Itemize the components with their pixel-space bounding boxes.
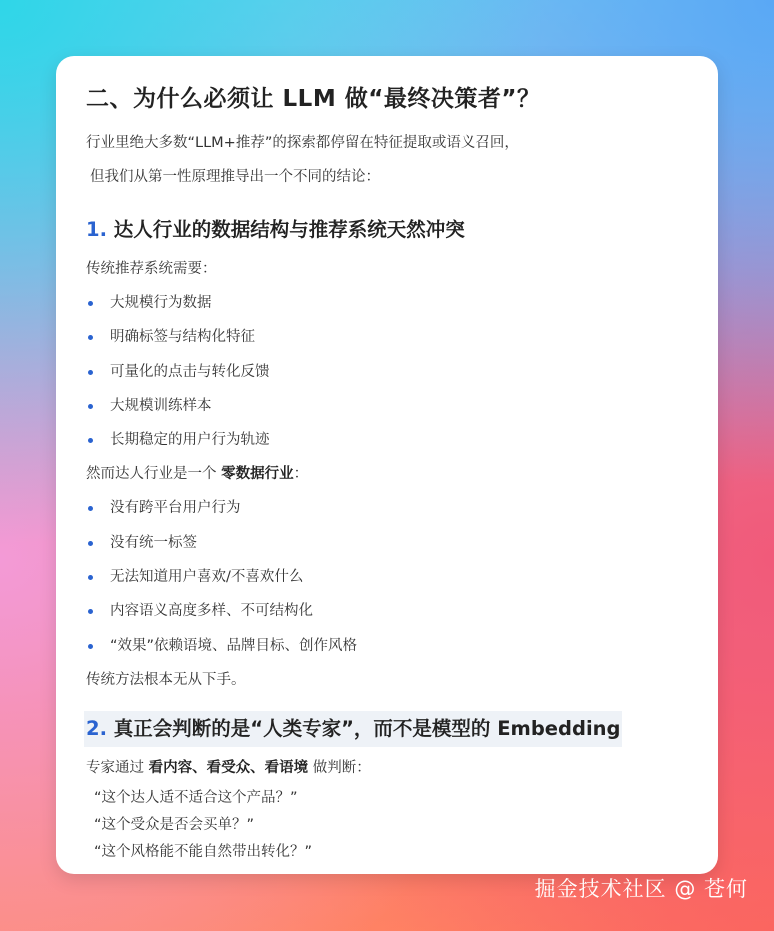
section-2-heading — [84, 711, 622, 747]
list-item: 明确标签与结构化特征 — [86, 320, 688, 354]
section-1-number: 1. — [86, 218, 107, 241]
section-1-title: 达人行业的数据结构与推荐系统天然冲突 — [113, 218, 465, 241]
section-1-contrast: 然而达人行业是一个 零数据行业： — [86, 466, 309, 483]
list-item: 大规模行为数据 — [86, 286, 688, 320]
watermark: 掘金技术社区 @ 苍何 — [534, 877, 748, 901]
intro-line-1: 行业里绝大多数“LLM+推荐”的探索都停留在特征提取或语义召回， — [86, 135, 519, 151]
list-item: 长期稳定的用户行为轨迹 — [86, 423, 688, 457]
bullet-icon — [88, 506, 93, 511]
section-1-conclusion: 传统方法根本无从下手。 — [86, 671, 246, 688]
bullet-icon — [88, 575, 93, 580]
list-item: 内容语义高度多样、不可结构化 — [86, 594, 688, 628]
bullet-icon — [88, 335, 93, 340]
page-title: 二、为什么必须让 LLM 做“最终决策者”？ — [86, 86, 541, 112]
bullet-icon — [88, 644, 93, 649]
bullet-icon — [88, 301, 93, 306]
needs-list — [86, 286, 688, 457]
section-2-title: 真正会判断的是“人类专家”，而不是模型的 Embedding — [113, 716, 621, 740]
lacks-list — [86, 491, 688, 662]
expert-criteria-emphasis: 看内容、看受众、看语境 — [148, 759, 309, 776]
list-item: “效果”依赖语境、品牌目标、创作风格 — [86, 629, 688, 663]
bullet-icon — [88, 370, 93, 375]
intro-line-2: 但我们从第一性原理推导出一个不同的结论： — [90, 169, 380, 185]
list-item: 没有统一标签 — [86, 526, 688, 560]
bullet-icon — [88, 404, 93, 409]
section-2-lead: 专家通过 看内容、看受众、看语境 做判断： — [86, 759, 371, 776]
list-item: 可量化的点击与转化反馈 — [86, 355, 688, 389]
bullet-icon — [88, 541, 93, 546]
article-card — [56, 56, 718, 874]
list-item: 大规模训练样本 — [86, 389, 688, 423]
section-1-heading — [86, 212, 688, 248]
zero-data-emphasis: 零数据行业 — [221, 466, 294, 483]
section-2-number: 2. — [86, 716, 107, 740]
quote-line: “这个风格能不能自然带出转化？” — [94, 843, 313, 860]
quote-line: “这个达人适不适合这个产品？” — [94, 789, 298, 806]
list-item: 无法知道用户喜欢/不喜欢什么 — [86, 560, 688, 594]
list-item: 没有跨平台用户行为 — [86, 491, 688, 525]
bullet-icon — [88, 609, 93, 614]
bullet-icon — [88, 438, 93, 443]
section-1-lead: 传统推荐系统需要： — [86, 261, 217, 277]
quote-line: “这个受众是否会买单？” — [94, 816, 255, 833]
